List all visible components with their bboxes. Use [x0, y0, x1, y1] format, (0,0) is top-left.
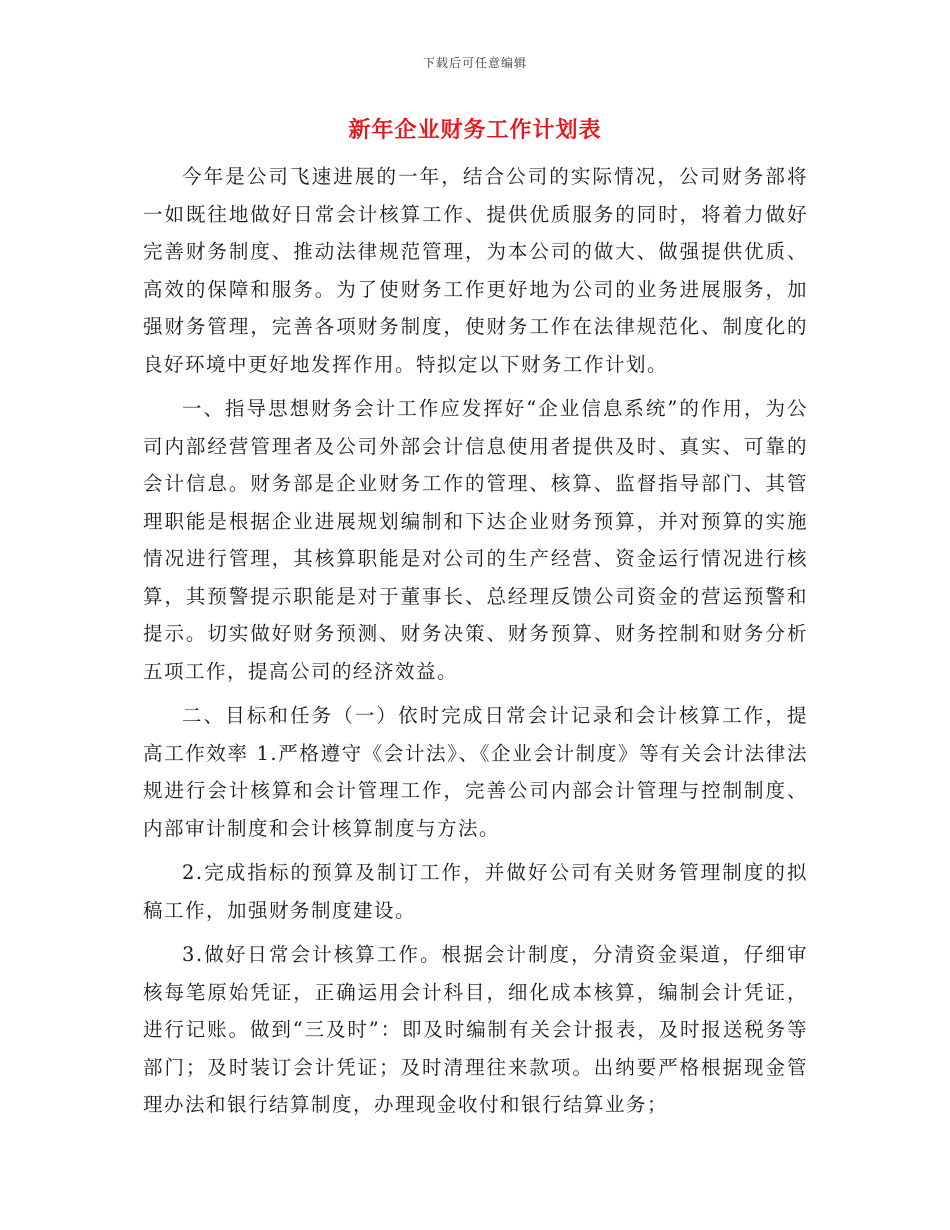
paragraph-goals-tasks: 二、目标和任务（一）依时完成日常会计记录和会计核算工作，提高工作效率 1.严格遵守《会计法》、《企业会计制度》等有关会计法律法规进行会计核算和会计管理工作，完善公司内部会计管理与控制制度、内部审计制度和会计核算制度与方法。 [143, 704, 808, 840]
paragraph-guiding-ideology: 一、指导思想财务会计工作应发挥好“企业信息系统”的作用，为公司内部经营管理者及公司外部会计信息使用者提供及时、真实、可靠的会计信息。财务部是企业财务工作的管理、核算、监督指导部门、其管理职能是根据企业进展规划编制和下达企业财务预算，并对预算的实施情况进行管理，其核算职能是对公司的生产经营、资金运行情况进行核算，其预警提示职能是对于董事长、总经理反馈公司资金的营运预警和提示。切实做好财务预测、财务决策、财务预算、财务控制和财务分析五项工作，提高公司的经济效益。 [143, 397, 808, 683]
document-body [143, 158, 808, 1131]
paragraph-item-2: 2.完成指标的预算及制订工作，并做好公司有关财务管理制度的拟稿工作，加强财务制度建设。 [143, 861, 808, 922]
document-title: 新年企业财务工作计划表 [348, 117, 602, 143]
download-note: 下载后可任意编辑 [422, 56, 527, 70]
paragraph-item-3: 3.做好日常会计核算工作。根据会计制度，分清资金渠道，仔细审核每笔原始凭证，正确运用会计科目，细化成本核算，编制会计凭证，进行记账。做到“三及时”：即及时编制有关会计报表，及时报送税务等部门；及时装订会计凭证；及时清理往来款项。出纳要严格根据现金管理办法和银行结算制度，办理现金收付和银行结算业务； [143, 943, 808, 1116]
paragraph-intro: 今年是公司飞速进展的一年，结合公司的实际情况，公司财务部将一如既往地做好日常会计核算工作、提供优质服务的同时，将着力做好完善财务制度、推动法律规范管理，为本公司的做大、做强提供优质、高效的保障和服务。为了使财务工作更好地为公司的业务进展服务，加强财务管理，完善各项财务制度，使财务工作在法律规范化、制度化的良好环境中更好地发挥作用。特拟定以下财务工作计划。 [143, 165, 808, 376]
